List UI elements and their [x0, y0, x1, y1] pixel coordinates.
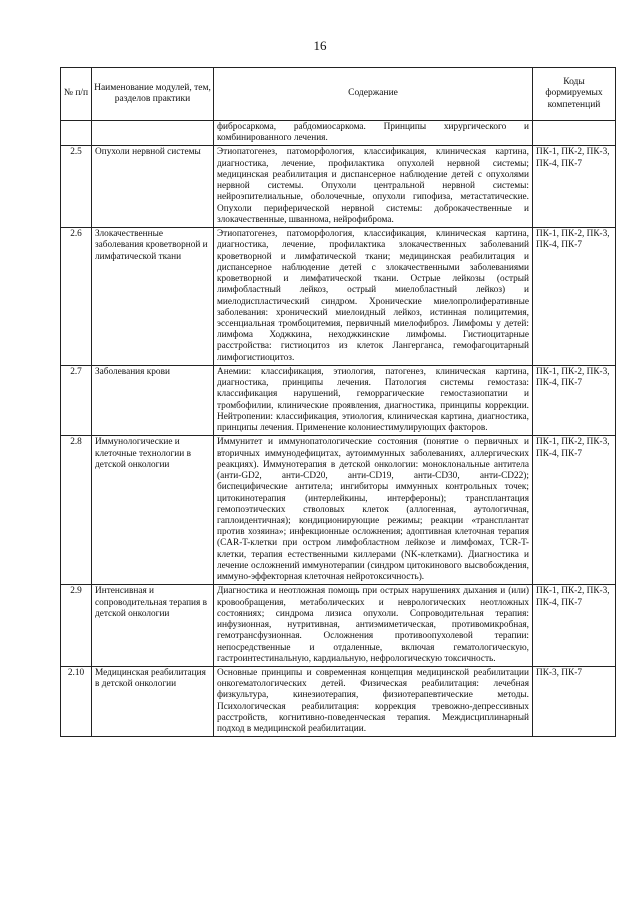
cell-num: 2.8 — [61, 436, 92, 585]
cell-num: 2.7 — [61, 365, 92, 435]
cell-num — [61, 121, 92, 146]
cell-content: Иммунитет и иммунопатологические состояния (понятие о первичных и вторичных иммунодефицитах, аутоиммунных заболеваниях, аллергических реакциях). Иммунотерапия в детской онкологии: моноклональные антитела (анти-GD2, анти-CD20, анти-CD19, анти-CD30, анти-CD22); биспецифические антитела; ингибиторы иммунных контрольных точек; цитокинотерапия (интерлейкины, интерфероны); трансплантация гемопоэтических стволовых клеток (аллогенная, аутологичная, гаплоидентичная); кондиционирующие режимы; реакции «трансплантат против хозяина»; инфекционные осложнения; адоптивная клеточная терапия (CAR-T-клетки при остром лимфобластном лейкозе и лимфомах, TCR-T-клетки, терапия естественными киллерами (NK-клетками). Диагностика и лечение осложнений иммунотерапии (синдром цитокинового высвобождения, иммуно-эффекторная клеточная нейротоксичность). — [214, 436, 533, 585]
cell-codes: ПК-1, ПК-2, ПК-3, ПК-4, ПК-7 — [533, 228, 616, 366]
table-row — [61, 436, 616, 585]
cell-content: Анемии: классификация, этиология, патогенез, клиническая картина, диагностика, принципы лечения. Патология системы гемостаза: классификация нарушений, геморрагические гемостазиопатии и тромбофилии, клинические проявления, диагностика, принципы коррекции. Нейтропении: классификация, этиология, клиническая картина, диагностика, принципы лечения. Применение колониестимулирующих факторов. — [214, 365, 533, 435]
cell-name: Интенсивная и сопроводительная терапия в детской онкологии — [92, 585, 214, 667]
table-row-continuation — [61, 121, 616, 146]
cell-codes: ПК-1, ПК-2, ПК-3, ПК-4, ПК-7 — [533, 365, 616, 435]
curriculum-table — [60, 67, 616, 737]
cell-content: Диагностика и неотложная помощь при острых нарушениях дыхания и (или) кровообращения, метаболических и неврологических неотложных состояниях; синдрома лизиса опухоли. Сопроводительная терапия: инфузионная, нутритивная, антиэмиметическая, противомикробная, гемотрансфузионная. Осложнения противоопухолевой терапии: непосредственные и отдаленные, включая гематологическую, гастроинтестинальную, кардиальную, нефрологическую токсичность. — [214, 585, 533, 667]
cell-content: Этиопатогенез, патоморфология, классификация, клиническая картина, диагностика, лечение, профилактика опухолей нервной системы; медицинская реабилитация и диспансерное наблюдение детей с опухолями нервной системы. Опухоли центральной нервной системы: нейроэпителиальные, оболочечные, опухоли гипофиза, метастатические. Опухоли периферической нервной системы: доброкачественные и злокачественные, шваннома, нейрофиброма. — [214, 146, 533, 228]
table-row — [61, 365, 616, 435]
cell-name: Злокачественные заболевания кроветворной и лимфатической ткани — [92, 228, 214, 366]
header-content: Содержание — [214, 68, 533, 121]
cell-num: 2.6 — [61, 228, 92, 366]
table-row — [61, 667, 616, 737]
cell-codes: ПК-1, ПК-2, ПК-3, ПК-4, ПК-7 — [533, 585, 616, 667]
cell-codes: ПК-1, ПК-2, ПК-3, ПК-4, ПК-7 — [533, 146, 616, 228]
cell-content: Этиопатогенез, патоморфология, классификация, клиническая картина, диагностика, лечение, профилактика злокачественных заболеваний кроветворной и лимфатической ткани; медицинская реабилитация и диспансерное наблюдение детей с злокачественными заболеваниями кроветворной и лимфатической ткани. Острые лейкозы (острый лимфобластный лейкоз, острый миелобластный лейкоз) и миелодиспластический синдром. Хронические миелопролиферативные заболевания: хронический миелоидный лейкоз, истинная полицитемия, эссенциальная тромбоцитемия, первичный миелофиброз. Лимфомы у детей: лимфома Ходжкина, неходжкинские лимфомы. Гистиоцитарные расстройства: гистиоцитоз из клеток Лангерганса, гемофагоцитарный лимфогистиоцитоз. — [214, 228, 533, 366]
table-row — [61, 146, 616, 228]
table-row — [61, 228, 616, 366]
cell-content: фибросаркома, рабдомиосаркома. Принципы хирургического и комбинированного лечения. — [214, 121, 533, 146]
cell-name: Заболевания крови — [92, 365, 214, 435]
cell-content: Основные принципы и современная концепция медицинской реабилитации онкогематологических детей. Физическая реабилитация: лечебная физкультура, кинезиотерапия, физиотерапевтические методы. Психологическая реабилитация: коррекция тревожно-депрессивных расстройств, когнитивно-поведенческая терапия. Междисциплинарный подход в медицинской реабилитации. — [214, 667, 533, 737]
table-row — [61, 585, 616, 667]
cell-codes — [533, 121, 616, 146]
table-header-row — [61, 68, 616, 121]
header-codes: Коды формируемых компетенций — [533, 68, 616, 121]
cell-name: Опухоли нервной системы — [92, 146, 214, 228]
header-num: № п/п — [61, 68, 92, 121]
cell-name: Медицинская реабилитация в детской онкологии — [92, 667, 214, 737]
cell-codes: ПК-3, ПК-7 — [533, 667, 616, 737]
cell-name — [92, 121, 214, 146]
cell-codes: ПК-1, ПК-2, ПК-3, ПК-4, ПК-7 — [533, 436, 616, 585]
cell-num: 2.10 — [61, 667, 92, 737]
header-name: Наименование модулей, тем, разделов практики — [92, 68, 214, 121]
cell-num: 2.9 — [61, 585, 92, 667]
cell-name: Иммунологические и клеточные технологии в детской онкологии — [92, 436, 214, 585]
cell-num: 2.5 — [61, 146, 92, 228]
page-number: 16 — [313, 38, 327, 53]
